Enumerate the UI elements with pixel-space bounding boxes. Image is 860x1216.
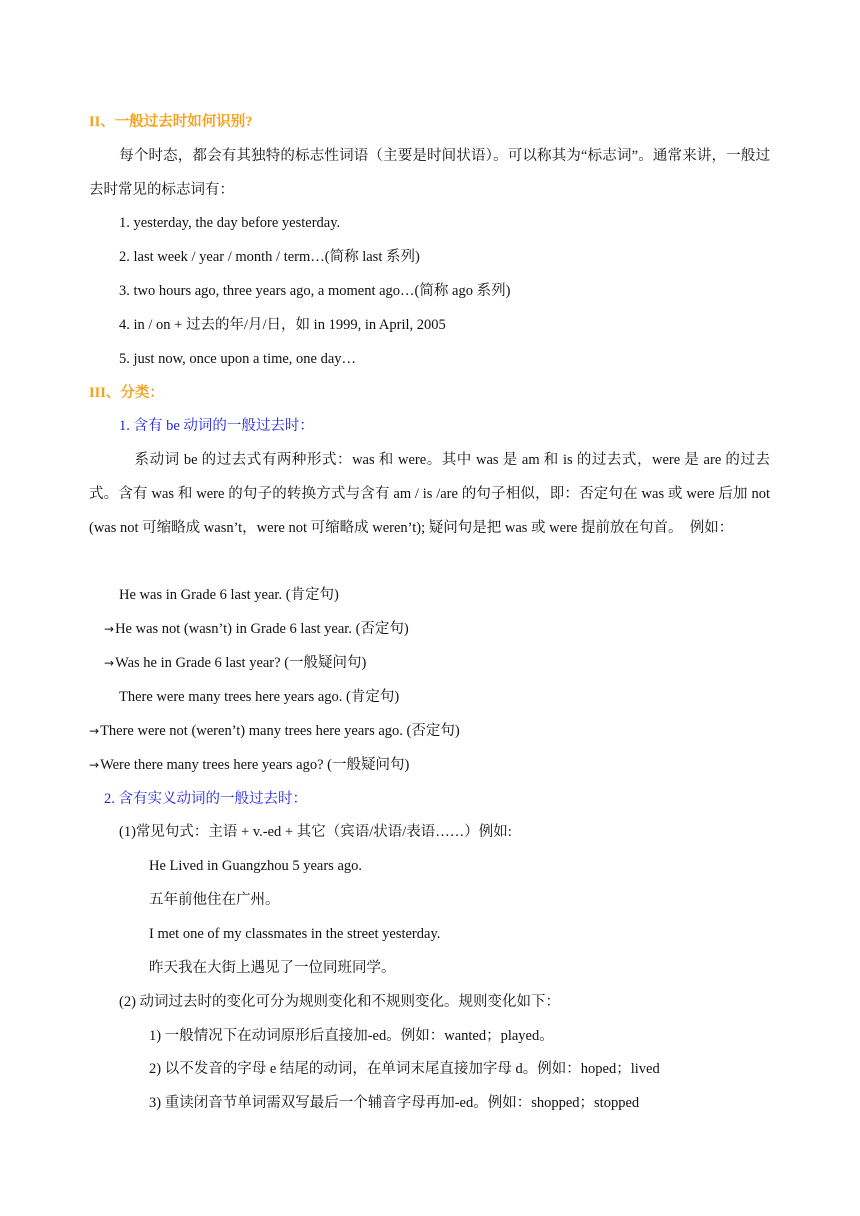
section-2-heading: II、一般过去时如何识别? — [89, 114, 253, 130]
rule-item: 3) 重读闭音节单词需双写最后一个辅音字母再加-ed。例如：shopped；stopped — [149, 1095, 640, 1111]
section-2-intro-text: 每个时态，都会有其独特的标志性词语（主要是时间状语）。可以称其为“标志词”。通常来讲，一般过去时常见的标志词有： — [89, 148, 770, 198]
subsection-1-body — [89, 443, 770, 545]
subsection-2-title: 2. 含有实义动词的一般过去时： — [104, 791, 307, 807]
example-sentence: He was in Grade 6 last year. (肯定句) — [119, 587, 339, 603]
example-sentence — [104, 619, 409, 639]
list-item: 2. last week / year / month / term…(简称 last 系列) — [119, 249, 420, 265]
example-translation: 五年前他住在广州。 — [149, 892, 280, 908]
section-2-intro — [89, 139, 770, 207]
example-text: He was not (wasn’t) in Grade 6 last year. (否定句) — [115, 621, 409, 637]
rule-intro: (2) 动词过去时的变化可分为规则变化和不规则变化。规则变化如下： — [119, 994, 561, 1010]
example-sentence: He Lived in Guangzhou 5 years ago. — [149, 858, 363, 874]
example-translation: 昨天我在大街上遇见了一位同班同学。 — [149, 960, 396, 976]
arrow-icon: → — [104, 656, 115, 670]
example-text: There were not (weren’t) many trees here years ago. (否定句) — [100, 723, 460, 739]
subsection-1-title: 1. 含有 be 动词的一般过去时： — [119, 418, 314, 434]
arrow-icon: → — [104, 622, 115, 636]
example-text: Were there many trees here years ago? (一般疑问句) — [100, 757, 410, 773]
subsection-1-body-text: 系动词 be 的过去式有两种形式：was 和 were。其中 was 是 am 和 is 的过去式，were 是 are 的过去式。含有 was 和 were 的句子的转换方式与含有 am / is /are 的句子相似，即：否定句在 was 或 were 后加 not (was not 可缩略成 wasn’t，were not 可缩略成 weren’t); 疑问句是把 was 或 were 提前放在句首。 例如： — [89, 452, 770, 536]
arrow-icon: → — [89, 724, 100, 738]
example-sentence — [89, 721, 460, 741]
rule-item: 2) 以不发音的字母 e 结尾的动词，在单词末尾直接加字母 d。例如：hoped；lived — [149, 1061, 660, 1077]
rule-item: 1) 一般情况下在动词原形后直接加-ed。例如：wanted；played。 — [149, 1028, 554, 1044]
example-sentence: I met one of my classmates in the street yesterday. — [149, 926, 441, 942]
example-sentence — [104, 653, 366, 673]
list-item: 5. just now, once upon a time, one day… — [119, 351, 357, 367]
list-item: 3. two hours ago, three years ago, a moment ago…(简称 ago 系列) — [119, 283, 511, 299]
section-3-heading: III、分类： — [89, 385, 164, 401]
list-item: 4. in / on + 过去的年/月/日，如 in 1999, in April, 2005 — [119, 317, 446, 333]
example-text: Was he in Grade 6 last year? (一般疑问句) — [115, 655, 367, 671]
arrow-icon: → — [89, 758, 100, 772]
sentence-pattern: (1)常见句式：主语 + v.-ed + 其它（宾语/状语/表语……）例如: — [119, 824, 512, 840]
example-sentence — [89, 755, 409, 775]
list-item: 1. yesterday, the day before yesterday. — [119, 215, 341, 231]
example-sentence: There were many trees here years ago. (肯定句) — [119, 689, 400, 705]
